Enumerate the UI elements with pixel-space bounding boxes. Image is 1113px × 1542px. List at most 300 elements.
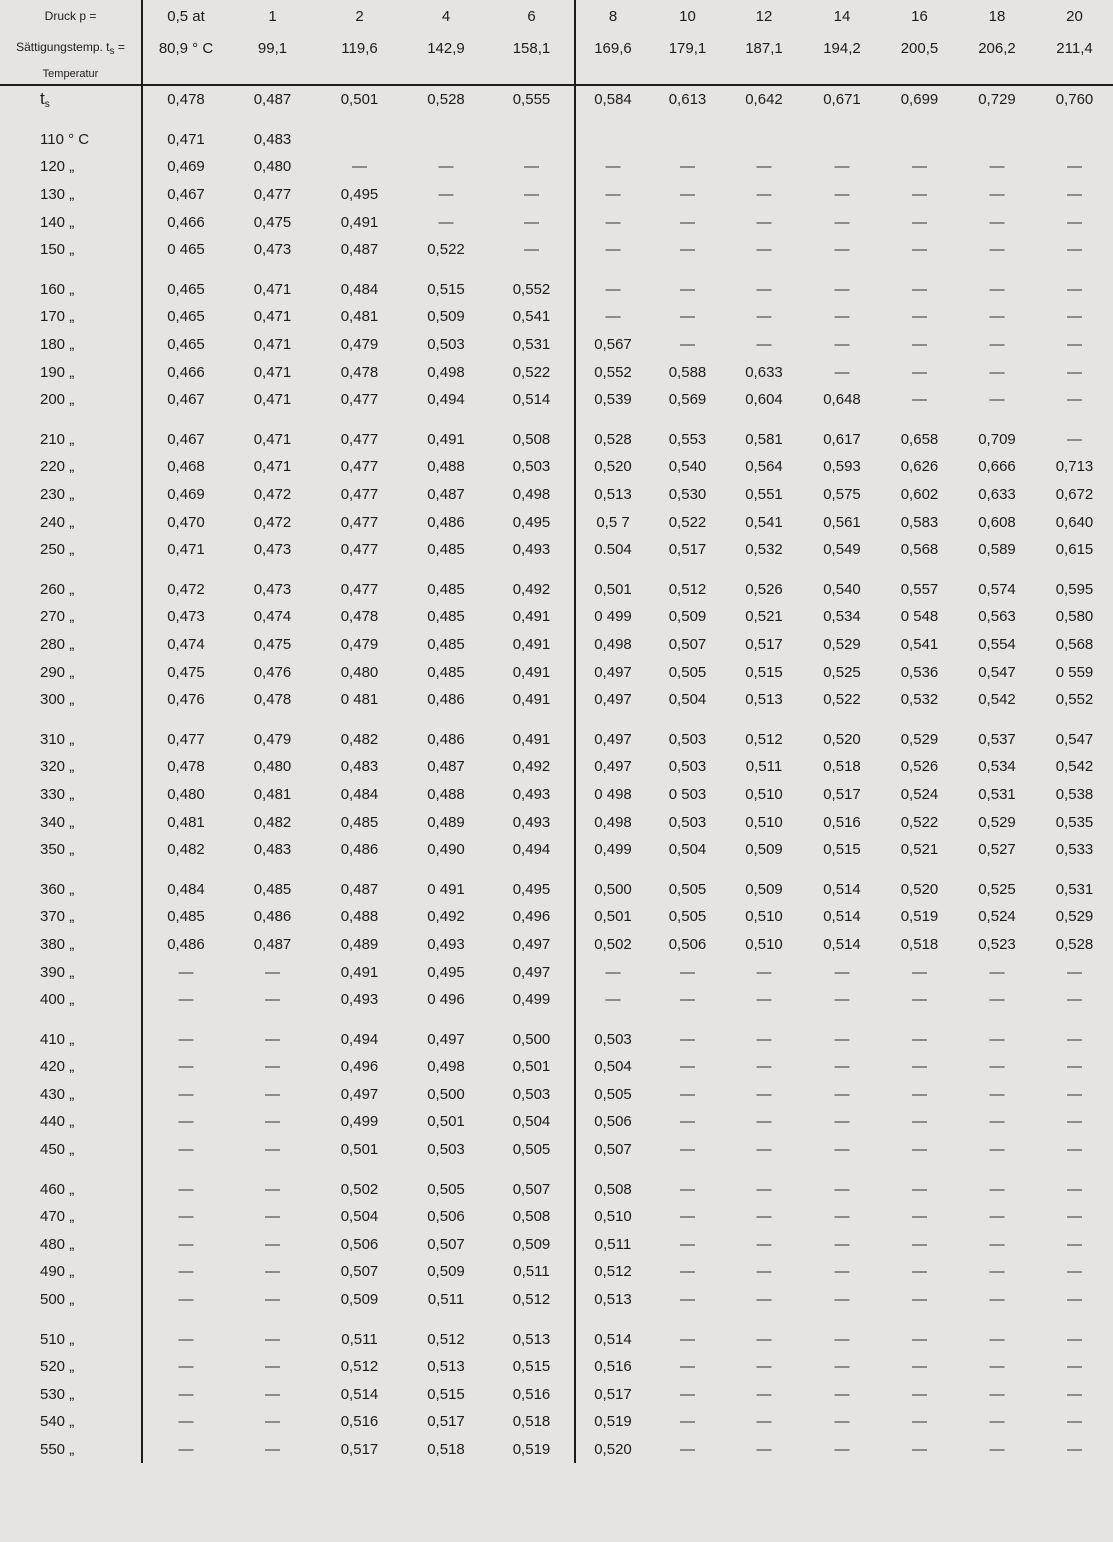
table-cell: 0,484	[340, 280, 379, 298]
table-cell: 0,478	[340, 363, 379, 381]
table-cell: —	[265, 1113, 280, 1131]
spacer-cell	[1036, 863, 1113, 875]
ts-value: 0,729	[978, 91, 1016, 109]
table-cell: —	[1067, 1085, 1082, 1103]
spacer-cell	[316, 1163, 403, 1175]
table-cell: 0,515	[745, 663, 783, 681]
spacer-cell	[229, 114, 316, 126]
table-cell: 0,537	[978, 730, 1016, 748]
spacer-label-cell	[0, 1163, 142, 1175]
table-cell: —	[989, 1030, 1005, 1048]
table-cell: 0,501	[575, 903, 650, 931]
spacer-cell	[403, 713, 489, 725]
spacer-cell	[881, 1163, 958, 1175]
table-cell: —	[680, 1263, 695, 1281]
table-cell: —	[1067, 1058, 1082, 1076]
table-cell: 0,471	[253, 363, 292, 381]
table-cell: 0,502	[340, 1180, 379, 1198]
table-cell: 0,549	[823, 541, 861, 559]
table-cell: 0,504	[668, 841, 707, 859]
spacer-cell	[1036, 264, 1113, 276]
ts-value: 0,555	[512, 91, 551, 109]
spacer-cell	[316, 114, 403, 126]
table-row	[0, 958, 1113, 986]
table-cell: —	[912, 1263, 927, 1281]
table-cell: 0,503	[512, 458, 551, 476]
spacer-cell	[575, 863, 650, 875]
table-cell: —	[834, 1358, 850, 1376]
temperature-label: 390 „	[0, 958, 142, 986]
table-cell: —	[680, 1085, 695, 1103]
table-cell: 0,541	[745, 513, 783, 531]
table-cell: 0,509	[745, 880, 783, 898]
table-cell: 0 499	[575, 603, 650, 631]
table-cell: 0,529	[978, 813, 1016, 831]
spacer-cell	[489, 863, 575, 875]
table-cell: —	[834, 1141, 850, 1159]
table-cell: 0,474	[253, 608, 292, 626]
table-cell: —	[265, 1413, 280, 1431]
pressure-value: 16	[911, 7, 928, 25]
temperature-label: 240 „	[0, 508, 142, 536]
table-cell: —	[834, 363, 850, 381]
table-cell: 0,500	[575, 875, 650, 903]
table-cell: 0,471	[253, 430, 292, 448]
spacer-cell	[725, 713, 803, 725]
table-cell: 0,626	[900, 458, 939, 476]
table-cell: 0,486	[253, 908, 292, 926]
spacer-cell	[142, 114, 229, 126]
pressure-value: 12	[755, 7, 773, 25]
temperature-label: 380 „	[0, 931, 142, 959]
table-cell: 0,491	[340, 213, 379, 231]
table-cell: 0.504	[575, 536, 650, 564]
table-cell: 0,490	[427, 841, 465, 859]
table-cell: 0,561	[823, 513, 861, 531]
table-cell: —	[1067, 213, 1082, 231]
table-cell: 0,498	[427, 363, 465, 381]
table-cell: 0,487	[340, 880, 379, 898]
table-cell: 0,640	[1055, 513, 1094, 531]
table-cell: —	[834, 991, 850, 1009]
temperature-label: 400 „	[0, 986, 142, 1014]
table-cell: 0,512	[340, 1358, 379, 1376]
table-cell: —	[680, 1030, 695, 1048]
table-cell: 0,485	[427, 635, 465, 653]
table-cell: 0,478	[253, 691, 292, 709]
table-cell: 0,521	[900, 841, 939, 859]
table-cell: —	[265, 1235, 280, 1253]
table-cell: 0,477	[253, 186, 292, 204]
table-cell: 0,471	[167, 130, 205, 148]
table-cell	[803, 126, 881, 154]
table-cell: 0,516	[575, 1353, 650, 1381]
table-cell	[489, 126, 575, 154]
table-cell: 0 559	[1055, 663, 1094, 681]
table-cell: —	[575, 276, 650, 304]
table-cell: —	[834, 1085, 850, 1103]
table-cell: 0,504	[340, 1208, 379, 1226]
table-cell: —	[524, 158, 539, 176]
spacer-cell	[403, 1013, 489, 1025]
table-row	[0, 903, 1113, 931]
table-cell: —	[265, 1085, 280, 1103]
spacer-cell	[403, 264, 489, 276]
spacer-cell	[575, 414, 650, 426]
spacer-label-cell	[0, 564, 142, 576]
table-cell: —	[680, 280, 695, 298]
table-cell: 0,533	[1055, 841, 1094, 859]
saturation-temp-value: 179,1	[668, 39, 707, 57]
table-cell: 0,494	[427, 391, 465, 409]
temperature-label: 190 „	[0, 358, 142, 386]
table-cell: —	[1067, 1358, 1082, 1376]
table-cell: 0,568	[900, 541, 939, 559]
table-cell: 0,512	[575, 1258, 650, 1286]
table-cell: 0,471	[253, 308, 292, 326]
spacer-cell	[650, 1013, 725, 1025]
temperature-label: 210 „	[0, 426, 142, 454]
spacer-cell	[650, 564, 725, 576]
temperature-label: 550 „	[0, 1436, 142, 1464]
table-cell: —	[178, 1263, 194, 1281]
spacer-cell	[881, 114, 958, 126]
table-cell: 0,518	[427, 1441, 465, 1459]
spacer-cell	[958, 863, 1036, 875]
temperature-label: 310 „	[0, 725, 142, 753]
table-cell: 0,602	[900, 486, 939, 504]
table-cell: —	[834, 241, 850, 259]
table-row	[0, 386, 1113, 414]
pressure-value: 2	[355, 7, 364, 25]
spacer-cell	[650, 264, 725, 276]
table-cell: 0,510	[745, 813, 783, 831]
table-cell: 0,468	[167, 458, 205, 476]
table-row	[0, 536, 1113, 564]
table-cell: —	[524, 186, 539, 204]
table-cell: —	[178, 1141, 194, 1159]
table-cell: —	[178, 1180, 194, 1198]
table-cell: 0,485	[253, 880, 292, 898]
spacer-label-cell	[0, 863, 142, 875]
table-cell: —	[912, 280, 927, 298]
table-cell: 0,497	[340, 1085, 379, 1103]
table-cell: —	[989, 363, 1005, 381]
temperature-label: 250 „	[0, 536, 142, 564]
table-cell: 0,493	[512, 541, 551, 559]
table-cell: 0,509	[427, 308, 465, 326]
table-cell: 0,484	[167, 880, 205, 898]
table-cell: 0,535	[1055, 813, 1094, 831]
table-cell: 0,487	[253, 935, 292, 953]
table-cell: 0,511	[427, 1291, 465, 1309]
table-cell: 0,534	[823, 608, 861, 626]
spacer-cell	[803, 114, 881, 126]
table-cell: 0,595	[1055, 580, 1094, 598]
temperature-label: 360 „	[0, 875, 142, 903]
spacer-cell	[142, 863, 229, 875]
table-cell: —	[989, 1385, 1005, 1403]
table-cell: 0,511	[513, 1263, 550, 1281]
table-cell: —	[178, 1113, 194, 1131]
table-cell: 0,489	[340, 935, 379, 953]
table-cell: —	[756, 1085, 772, 1103]
table-cell: —	[756, 308, 772, 326]
spacer-cell	[650, 713, 725, 725]
temperature-label: 370 „	[0, 903, 142, 931]
table-row	[0, 276, 1113, 304]
table-cell: 0,552	[575, 358, 650, 386]
saturation-temp-value: 142,9	[427, 39, 465, 57]
table-cell: —	[989, 1330, 1005, 1348]
temperature-label: 460 „	[0, 1175, 142, 1203]
table-cell: 0,508	[512, 1208, 551, 1226]
temperature-label: 440 „	[0, 1108, 142, 1136]
table-cell: —	[989, 1291, 1005, 1309]
table-cell: 0 465	[167, 241, 205, 259]
spacer-cell	[489, 1313, 575, 1325]
table-cell: —	[575, 303, 650, 331]
table-cell: 0,513	[745, 691, 783, 709]
table-cell: 0,569	[668, 391, 707, 409]
table-row	[0, 1053, 1113, 1081]
table-cell: —	[834, 280, 850, 298]
table-cell: 0,593	[823, 458, 861, 476]
table-cell: 0,540	[823, 580, 861, 598]
table-cell: —	[756, 213, 772, 231]
table-cell: —	[756, 1113, 772, 1131]
table-cell: 0,467	[167, 430, 205, 448]
table-cell: —	[756, 1180, 772, 1198]
table-cell: —	[680, 1180, 695, 1198]
table-cell: —	[912, 241, 927, 259]
table-cell: 0,520	[900, 880, 939, 898]
table-cell: 0,512	[668, 580, 707, 598]
temperature-header-cell	[575, 64, 650, 85]
temperature-label: 530 „	[0, 1381, 142, 1409]
table-cell: 0,477	[340, 391, 379, 409]
table-cell: 0,542	[978, 691, 1016, 709]
table-cell: 0,502	[575, 931, 650, 959]
table-cell: —	[912, 1385, 927, 1403]
table-cell: —	[912, 213, 927, 231]
table-cell: —	[1067, 1180, 1082, 1198]
table-cell: 0,491	[512, 635, 551, 653]
table-cell: —	[680, 336, 695, 354]
spacer-cell	[1036, 114, 1113, 126]
table-cell: 0,512	[427, 1330, 465, 1348]
table-cell: 0,505	[427, 1180, 465, 1198]
table-cell: 0,517	[823, 785, 861, 803]
spacer-cell	[142, 1163, 229, 1175]
table-cell: 0,518	[512, 1413, 551, 1431]
table-cell: 0,713	[1055, 458, 1094, 476]
table-row	[0, 781, 1113, 809]
table-cell: 0,498	[575, 631, 650, 659]
table-cell: —	[1067, 963, 1082, 981]
table-row	[0, 303, 1113, 331]
saturation-temp-label: Sättigungstemp. $t_s$ =	[0, 32, 142, 64]
table-row	[0, 453, 1113, 481]
temperature-header-cell	[881, 64, 958, 85]
table-cell: 0,480	[253, 758, 292, 776]
table-cell: 0,563	[978, 608, 1016, 626]
table-cell: 0,475	[167, 663, 205, 681]
table-cell: 0,503	[427, 1141, 465, 1159]
temperature-header-cell	[958, 64, 1036, 85]
spacer-cell	[725, 414, 803, 426]
table-cell	[316, 126, 403, 154]
table-cell: —	[1067, 391, 1082, 409]
table-cell: 0,493	[427, 935, 465, 953]
table-cell: 0,514	[823, 880, 861, 898]
table-cell: 0,531	[1055, 880, 1094, 898]
table-row	[0, 808, 1113, 836]
spacer-label-cell	[0, 713, 142, 725]
table-cell: —	[1067, 186, 1082, 204]
table-cell: —	[756, 1385, 772, 1403]
table-cell: 0,505	[668, 880, 707, 898]
table-cell: 0,470	[167, 513, 205, 531]
table-cell: —	[912, 1058, 927, 1076]
table-cell: —	[912, 1180, 927, 1198]
table-cell: 0,513	[427, 1358, 465, 1376]
table-cell: —	[265, 1141, 280, 1159]
table-row	[0, 1081, 1113, 1109]
table-cell: 0 481	[340, 691, 379, 709]
table-cell: 0,491	[512, 691, 551, 709]
table-cell: 0,466	[167, 363, 205, 381]
table-cell: 0,480	[253, 158, 292, 176]
spacer-cell	[1036, 1163, 1113, 1175]
table-cell: 0,488	[340, 908, 379, 926]
table-cell: 0,523	[978, 935, 1016, 953]
spacer-cell	[489, 1013, 575, 1025]
temperature-label: 280 „	[0, 631, 142, 659]
table-cell: —	[756, 1030, 772, 1048]
table-cell: —	[178, 1291, 194, 1309]
table-cell: 0,511	[575, 1231, 650, 1259]
table-cell: —	[178, 1235, 194, 1253]
table-cell: —	[912, 1208, 927, 1226]
table-cell: 0,525	[823, 663, 861, 681]
spacer-cell	[803, 1163, 881, 1175]
temperature-header-cell	[725, 64, 803, 85]
table-cell: 0,479	[340, 336, 379, 354]
spacer-cell	[142, 1313, 229, 1325]
table-cell: —	[265, 1030, 280, 1048]
table-row	[0, 753, 1113, 781]
table-cell: 0,503	[575, 1025, 650, 1053]
ts-value: 0,528	[427, 91, 465, 109]
temperature-header-cell	[803, 64, 881, 85]
table-row	[0, 836, 1113, 864]
spacer-cell	[403, 114, 489, 126]
table-cell: —	[438, 186, 454, 204]
table-cell: 0,512	[512, 1291, 551, 1309]
spacer-cell	[316, 1313, 403, 1325]
table-cell: —	[178, 1330, 194, 1348]
table-cell: 0,666	[978, 458, 1016, 476]
table-cell: 0,492	[427, 908, 465, 926]
table-cell: 0,481	[340, 308, 379, 326]
table-cell: 0,511	[745, 758, 783, 776]
table-cell: 0,513	[575, 1286, 650, 1314]
ts-value: 0,584	[575, 85, 650, 114]
temperature-label: 130 „	[0, 181, 142, 209]
saturation-header-row	[0, 32, 1113, 64]
spacer-cell	[881, 564, 958, 576]
table-cell: 0,492	[512, 758, 551, 776]
table-cell: 0,485	[167, 908, 205, 926]
pressure-value: 18	[988, 7, 1006, 25]
table-cell: 0,494	[340, 1030, 379, 1048]
table-cell: —	[680, 158, 695, 176]
table-cell: 0,513	[575, 481, 650, 509]
table-cell: 0,517	[668, 541, 707, 559]
table-cell: 0,493	[340, 991, 379, 1009]
table-cell: —	[680, 1358, 695, 1376]
table-cell: 0,519	[575, 1408, 650, 1436]
spacer-cell	[316, 713, 403, 725]
table-cell: 0,477	[340, 580, 379, 598]
table-cell: 0,471	[253, 280, 292, 298]
table-cell: —	[756, 963, 772, 981]
spacer-cell	[803, 564, 881, 576]
table-row	[0, 1231, 1113, 1259]
table-row	[0, 208, 1113, 236]
table-cell: 0,485	[427, 580, 465, 598]
table-cell: 0,529	[1055, 908, 1094, 926]
table-cell: 0,503	[668, 730, 707, 748]
spacer-cell	[316, 564, 403, 576]
table-cell: 0,522	[668, 513, 707, 531]
table-cell: —	[834, 1058, 850, 1076]
table-cell: —	[1067, 1291, 1082, 1309]
table-cell: —	[834, 1113, 850, 1131]
table-cell: 0,538	[1055, 785, 1094, 803]
table-cell: 0,514	[823, 935, 861, 953]
spacer-cell	[316, 414, 403, 426]
table-cell: —	[989, 1180, 1005, 1198]
table-cell: 0,522	[512, 363, 551, 381]
temperature-label: 410 „	[0, 1025, 142, 1053]
group-spacer	[0, 1013, 1113, 1025]
table-cell: —	[1067, 336, 1082, 354]
table-cell: —	[756, 1291, 772, 1309]
spacer-cell	[958, 1013, 1036, 1025]
table-cell: —	[989, 241, 1005, 259]
table-cell: 0,501	[340, 1141, 379, 1159]
table-cell: —	[680, 1291, 695, 1309]
spacer-label-cell	[0, 114, 142, 126]
table-cell: 0,507	[427, 1235, 465, 1253]
spacer-cell	[725, 1163, 803, 1175]
table-cell: 0,465	[167, 280, 205, 298]
table-cell: 0,517	[340, 1441, 379, 1459]
table-cell: —	[834, 336, 850, 354]
table-cell: —	[680, 1141, 695, 1159]
table-cell: 0,477	[167, 730, 205, 748]
table-row	[0, 986, 1113, 1014]
table-row	[0, 1203, 1113, 1231]
ts-value: 0,501	[340, 91, 379, 109]
table-cell: 0,474	[167, 635, 205, 653]
table-cell: 0,486	[427, 691, 465, 709]
table-cell: 0,672	[1055, 486, 1094, 504]
temperature-label: 500 „	[0, 1286, 142, 1314]
table-cell: —	[680, 1441, 695, 1459]
